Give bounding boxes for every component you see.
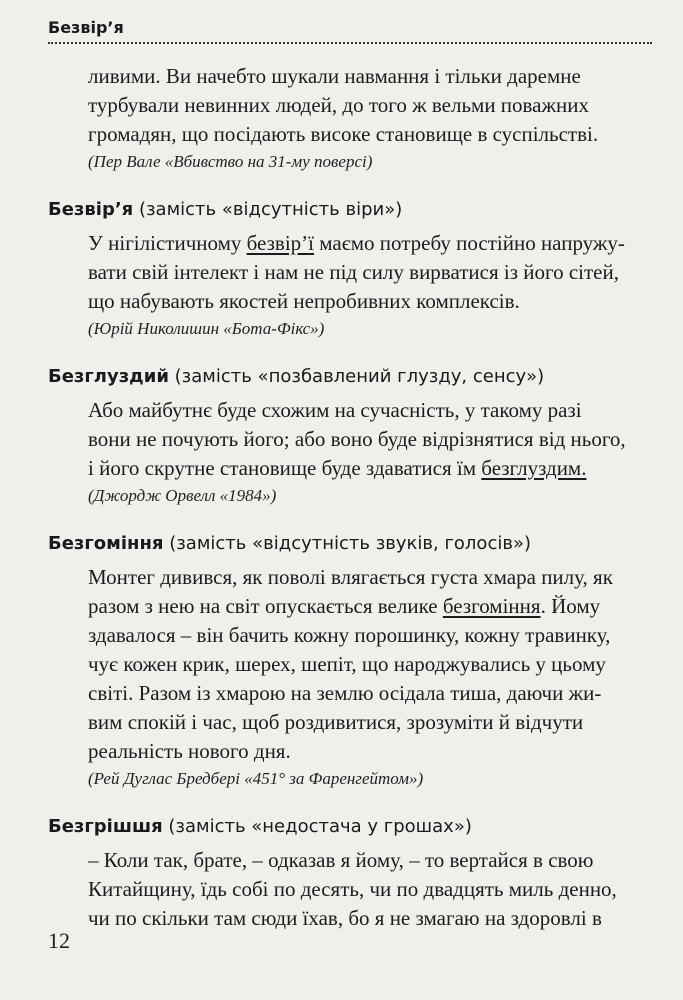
entry-term: Безгоміння [48,533,164,554]
highlighted-word: безвір’ї [246,231,314,255]
entry-note: (замість «позбавлений глузду, сенсу») [168,366,545,387]
text-line: разом з нею на світ опускається велике безгоміння. Йому [88,594,601,618]
text-line: вони не почують його; або воно буде відрізнятися від нього, [88,427,626,451]
running-head: Безвір’я [48,18,124,37]
text-line: світі. Разом із хмарою на землю осідала тиша, даючи жи- [88,681,602,705]
text-line: Або майбутнє буде схожим на сучасність, у такому разі [88,398,582,422]
header-dotted-rule [48,42,652,44]
quote-source: (Пер Вале «Вбивство на 31-му поверсі) [88,152,373,171]
entry-quote [48,846,658,933]
page-content [48,62,658,933]
entry-heading [48,197,658,223]
text-line: здавалося – він бачить кожну порошинку, кожну травинку, [88,623,611,647]
entry-heading [48,364,658,390]
text-line: і його скрутне становище буде здаватися їм безглуздим. [88,456,587,480]
text-line: чи по скільки там сюди їхав, бо я не змагаю на здоровлі в [88,906,602,930]
entry-note: (замість «відсутність віри») [133,199,403,220]
highlighted-word: безглуздим. [481,456,587,480]
quote-source: (Джордж Орвелл «1984») [88,486,277,505]
text-line: турбували невинних людей, до того ж вельми поважних [88,93,589,117]
text-line: що набувають якостей непробивних комплексів. [88,289,520,313]
entry-heading [48,531,658,557]
text-line: громадян, що посідають високе становище в суспільстві. [88,122,599,146]
text-line: вим спокій і час, щоб роздивитися, зрозуміти й відчути [88,710,584,734]
text-line: реальність нового дня. [88,739,291,763]
entry-term: Безглуздий [48,366,169,387]
quote-source: (Рей Дуглас Бредбері «451° за Фаренгейтом») [88,769,424,788]
quote-source: (Юрій Николишин «Бота-Фікс») [88,319,325,338]
text-line: вати свій інтелект і нам не під силу вирватися із його сітей, [88,260,619,284]
text-line: У нігілістичному безвір’ї маємо потребу постійно напружу- [88,231,625,255]
entry-quote [48,229,658,316]
intro-paragraph [48,62,658,149]
text-line: ливими. Ви начебто шукали навмання і тільки даремне [88,64,581,88]
entry-quote [48,396,658,483]
entry-quote [48,563,658,766]
entry-heading [48,814,658,840]
text-line: чує кожен крик, шерех, шепіт, що народжувались у цьому [88,652,606,676]
entry-term: Безгрішшя [48,816,163,837]
text-line: Китайщину, їдь собі по десять, чи по двадцять миль денно, [88,877,617,901]
text-line: – Коли так, брате, – одказав я йому, – то вертайся в свою [88,848,594,872]
text-line: Монтег дивився, як поволі влягається густа хмара пилу, як [88,565,613,589]
page-number: 12 [48,928,70,953]
entry-term: Безвір’я [48,199,134,220]
highlighted-word: безгоміння [442,594,541,618]
entry-note: (замість «відсутність звуків, голосів») [163,533,531,554]
entry-note: (замість «недостача у грошах») [162,816,472,837]
